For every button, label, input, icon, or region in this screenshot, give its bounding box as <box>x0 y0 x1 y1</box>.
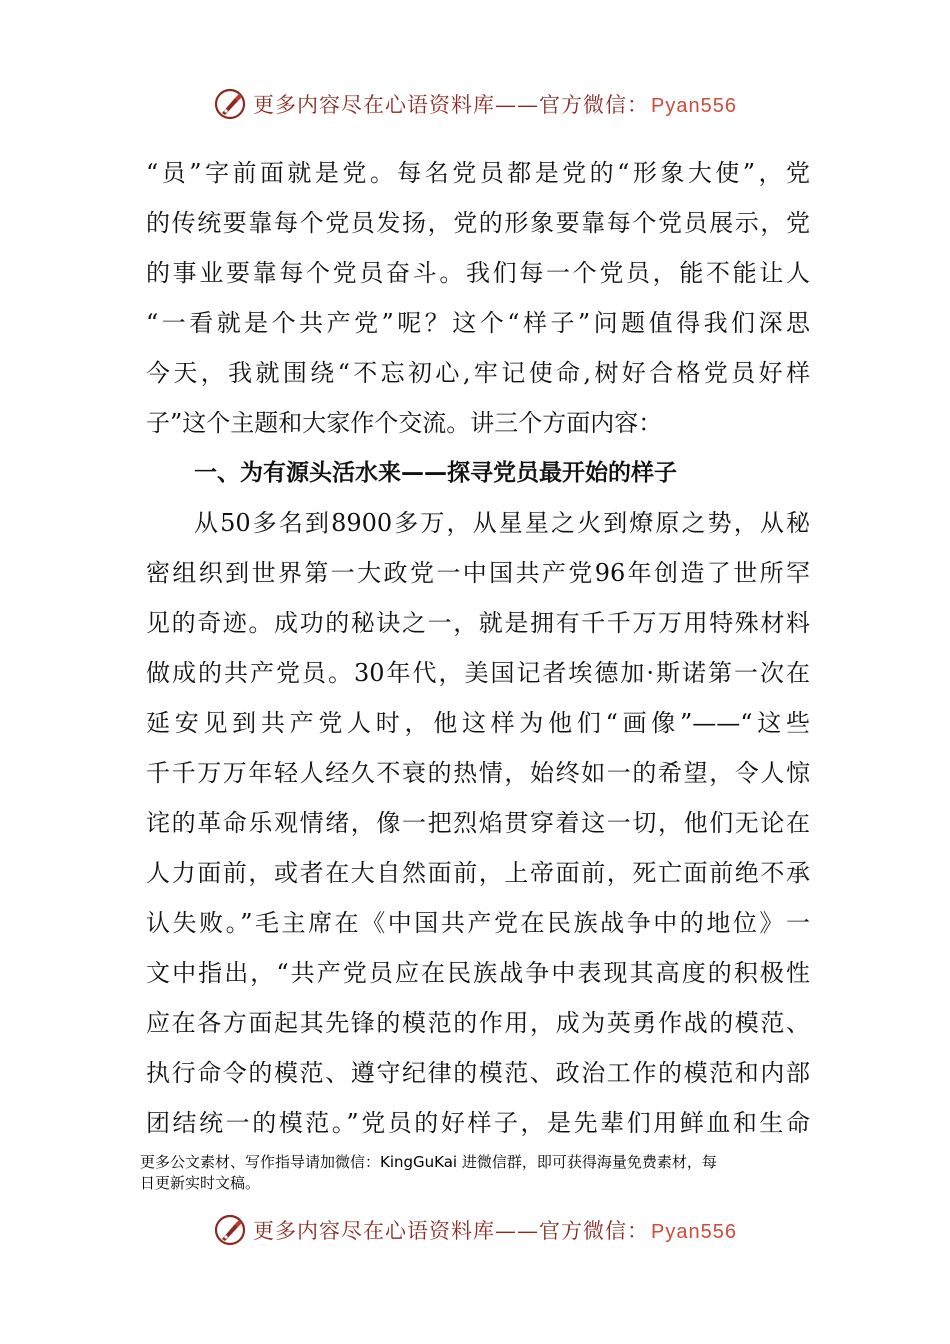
body-line: 今天，我就围绕“不忘初心,牢记使命,树好合格党员好样 <box>146 359 810 387</box>
body-line: “一看就是个共产党”呢？这个“样子”问题值得我们深思 <box>146 309 810 337</box>
body-line: 应在各方面起其先锋的模范的作用，成为英勇作战的模范、 <box>146 1009 810 1037</box>
header-watermark <box>0 82 950 126</box>
body-line: 从50多名到8900多万，从星星之火到燎原之势，从秘 <box>194 509 810 537</box>
watermark-wechat-id: Pyan556 <box>651 1221 737 1243</box>
body-line: 做成的共产党员。30年代，美国记者埃德加·斯诺第一次在 <box>146 659 810 687</box>
watermark-brand: 更多内容尽在心语资料库 <box>253 1219 496 1243</box>
watermark-wechat-id: Pyan556 <box>651 95 737 117</box>
watermark-text <box>253 1215 737 1245</box>
body-line: 的传统要靠每个党员发扬，党的形象要靠每个党员展示，党 <box>146 209 810 237</box>
body-line: 的事业要靠每个党员奋斗。我们每一个党员，能不能让人 <box>146 259 810 287</box>
document-body <box>146 148 810 1148</box>
footer-watermark <box>0 1208 950 1252</box>
footer-note-line: 更多公文素材、写作指导请加微信：KingGuKai 进微信群，即可获得海量免费素材，每 <box>140 1153 717 1171</box>
body-line: 文中指出，“共产党员应在民族战争中表现其高度的积极性 <box>146 959 810 987</box>
section-heading: 一、为有源头活水来——探寻党员最开始的样子 <box>194 460 677 486</box>
watermark-wechat-label: 官方微信： <box>539 93 650 117</box>
body-line: 诧的革命乐观情绪，像一把烈焰贯穿着这一切，他们无论在 <box>146 809 810 837</box>
body-line: 人力面前，或者在大自然面前，上帝面前，死亡面前绝不承 <box>146 859 810 887</box>
pen-nib-logo-icon <box>213 87 247 121</box>
body-line: 执行命令的模范、遵守纪律的模范、政治工作的模范和内部 <box>146 1059 810 1087</box>
body-line: 团结统一的模范。”党员的好样子，是先辈们用鲜血和生命 <box>146 1109 810 1137</box>
body-line: “员”字前面就是党。每名党员都是党的“形象大使”，党 <box>146 159 810 187</box>
body-line: 见的奇迹。成功的秘诀之一，就是拥有千千万万用特殊材料 <box>146 609 810 637</box>
body-line: 延安见到共产党人时，他这样为他们“画像”——“这些 <box>146 709 810 737</box>
body-line: 密组织到世界第一大政党一中国共产党96年创造了世所罕 <box>146 559 810 587</box>
body-line: 子”这个主题和大家作个交流。讲三个方面内容： <box>146 409 663 437</box>
watermark-brand: 更多内容尽在心语资料库 <box>253 93 496 117</box>
body-line: 认失败。”毛主席在《中国共产党在民族战争中的地位》一 <box>146 909 810 937</box>
watermark-dash: —— <box>495 1219 540 1243</box>
watermark-text <box>253 89 737 119</box>
footer-note <box>140 1152 810 1194</box>
watermark-wechat-label: 官方微信： <box>539 1219 650 1243</box>
body-line: 千千万万年轻人经久不衰的热情，始终如一的希望，令人惊 <box>146 759 810 787</box>
watermark-dash: —— <box>495 93 540 117</box>
pen-nib-logo-icon <box>213 1213 247 1247</box>
footer-note-line: 日更新实时文稿。 <box>140 1174 261 1192</box>
